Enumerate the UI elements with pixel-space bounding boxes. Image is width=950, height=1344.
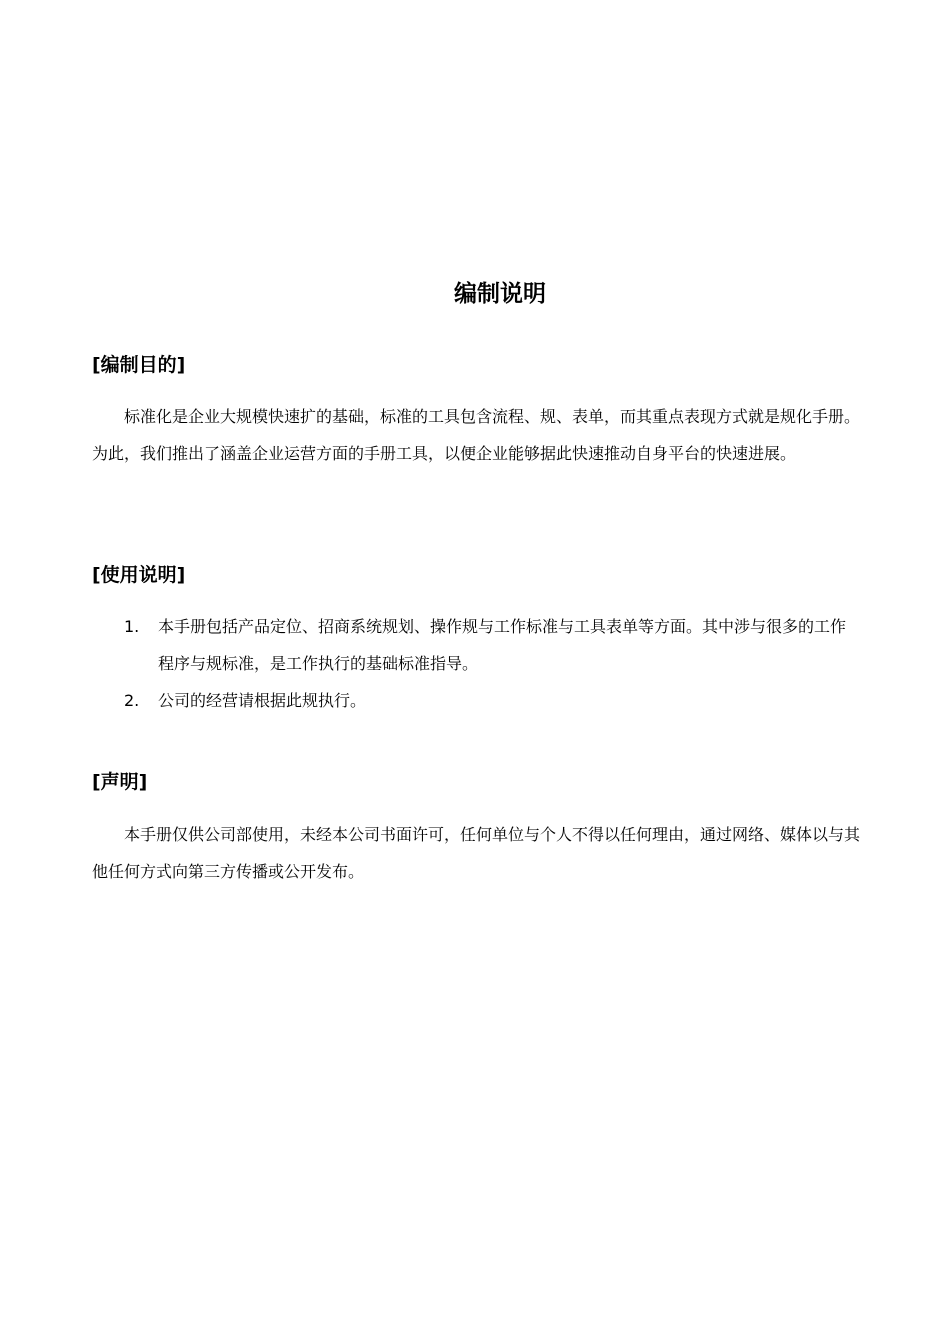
list-item-number: 2. [124, 691, 140, 710]
section-heading-statement: [声明] [92, 771, 148, 793]
section-paragraph-purpose: 标准化是企业大规模快速扩的基础，标准的工具包含流程、规、表单，而其重点表现方式就是规化手册。为此，我们推出了涵盖企业运营方面的手册工具，以便企业能够据此快速推动自身平台的快速进展。 [92, 407, 861, 463]
section-heading-usage: [使用说明] [92, 564, 186, 586]
list-item [92, 608, 860, 682]
list-item-text: 公司的经营请根据此规执行。 [158, 691, 367, 710]
section-heading-purpose: [编制目的] [92, 354, 186, 376]
list-item-number: 1. [124, 617, 140, 636]
section-paragraph-statement: 本手册仅供公司部使用，未经本公司书面许可，任何单位与个人不得以任何理由，通过网络、媒体以与其他任何方式向第三方传播或公开发布。 [92, 825, 861, 881]
list-item-text: 本手册包括产品定位、招商系统规划、操作规与工作标准与工具表单等方面。其中涉与很多的工作程序与规标准，是工作执行的基础标准指导。 [158, 617, 847, 673]
list-item [92, 682, 860, 719]
usage-list [92, 608, 860, 719]
document-title: 编制说明 [454, 281, 546, 307]
